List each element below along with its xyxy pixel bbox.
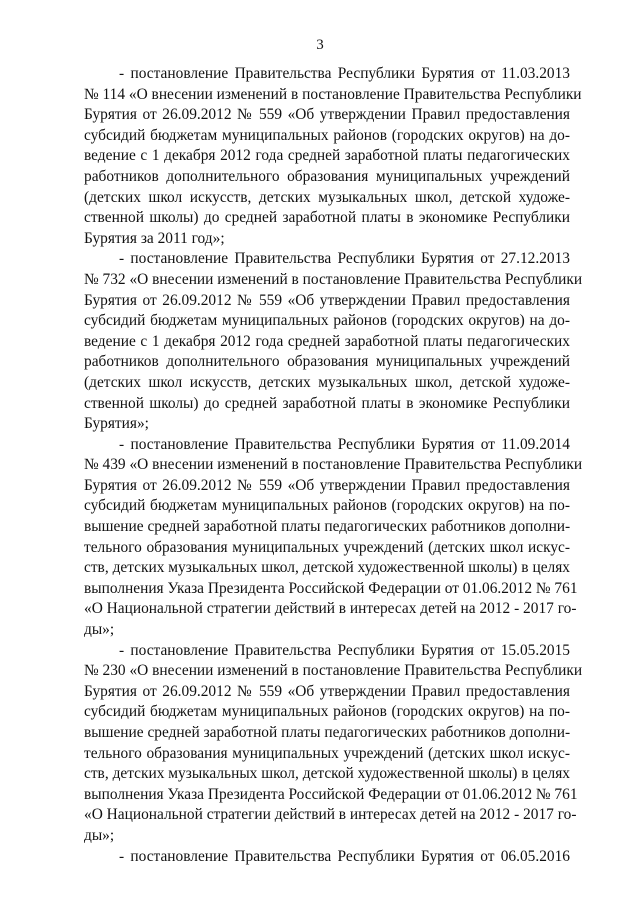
text-line: № 230 «О внесении изменений в постановление Правительства Республики [84, 662, 583, 680]
text-line: выполнения Указа Президента Российской Федерации от 01.06.2012 № 761 [84, 785, 578, 803]
text-line: тельного образования муниципальных учреждений (детских школ искус- [84, 538, 570, 556]
text-line: № 114 «О внесении изменений в постановление Правительства Республики [84, 85, 582, 103]
text-line: тельного образования муниципальных учреждений (детских школ искус- [84, 744, 570, 762]
text-line: субсидий бюджетам муниципальных районов (городских округов) на до- [84, 312, 570, 330]
text-line: № 439 «О внесении изменений в постановление Правительства Республики [84, 456, 583, 474]
text-line: ств, детских музыкальных школ, детской художественной школы) в целях [84, 765, 570, 783]
paragraph-resolution-2016 [84, 847, 570, 868]
text-line: № 732 «О внесении изменений в постановление Правительства Республики [84, 270, 583, 288]
text-line: ственной школы) до средней заработной платы в экономике Республики [84, 209, 570, 227]
text-line: субсидий бюджетам муниципальных районов (городских округов) на по- [84, 497, 570, 515]
text-line: Бурятия за 2011 год»; [84, 229, 225, 247]
text-line: ведение с 1 декабря 2012 года средней заработной платы педагогических [84, 147, 570, 165]
text-line: субсидий бюджетам муниципальных районов (городских округов) на до- [84, 126, 570, 144]
text-line: - постановление Правительства Республики Бурятия от 11.09.2014 [119, 435, 570, 453]
text-line: работников дополнительного образования муниципальных учреждений [84, 353, 570, 371]
document-body [84, 64, 583, 867]
text-line: ственной школы) до средней заработной платы в экономике Республики [84, 394, 570, 412]
paragraph-resolution-114 [84, 64, 582, 249]
text-line: - постановление Правительства Республики Бурятия от 15.05.2015 [119, 641, 570, 659]
text-line: работников дополнительного образования муниципальных учреждений [84, 167, 570, 185]
text-line: ды»; [84, 621, 115, 639]
text-line: вышение средней заработной платы педагогических работников дополни- [84, 724, 571, 741]
text-line: ведение с 1 декабря 2012 года средней заработной платы педагогических [84, 332, 570, 350]
text-line: Бурятия от 26.09.2012 № 559 «Об утверждении Правил предоставления [84, 291, 570, 309]
text-line: - постановление Правительства Республики Бурятия от 27.12.2013 [119, 250, 570, 268]
text-line: ды»; [84, 826, 115, 844]
text-line: (детских школ искусств, детских музыкальных школ, детской художе- [84, 188, 570, 206]
page-number: 3 [316, 37, 324, 53]
text-line: вышение средней заработной платы педагогических работников дополни- [84, 518, 571, 536]
text-line: «О Национальной стратегии действий в интересах детей на 2012 - 2017 го- [84, 600, 577, 618]
text-line: - постановление Правительства Республики Бурятия от 06.05.2016 [119, 847, 570, 865]
text-line: субсидий бюджетам муниципальных районов (городских округов) на по- [84, 703, 570, 721]
text-line: Бурятия от 26.09.2012 № 559 «Об утверждении Правил предоставления [84, 682, 570, 700]
text-line: Бурятия»; [84, 415, 149, 433]
text-line: Бурятия от 26.09.2012 № 559 «Об утверждении Правил предоставления [84, 106, 570, 124]
text-line: (детских школ искусств, детских музыкальных школ, детской художе- [84, 373, 570, 391]
text-line: - постановление Правительства Республики Бурятия от 11.03.2013 [119, 65, 570, 82]
text-line: выполнения Указа Президента Российской Федерации от 01.06.2012 № 761 [84, 579, 578, 597]
text-line: «О Национальной стратегии действий в интересах детей на 2012 - 2017 го- [84, 806, 577, 824]
text-line: ств, детских музыкальных школ, детской художественной школы) в целях [84, 559, 570, 577]
paragraph-resolution-439 [84, 435, 583, 641]
paragraph-resolution-732 [84, 249, 583, 434]
text-line: Бурятия от 26.09.2012 № 559 «Об утверждении Правил предоставления [84, 476, 570, 494]
paragraph-resolution-230 [84, 641, 583, 847]
